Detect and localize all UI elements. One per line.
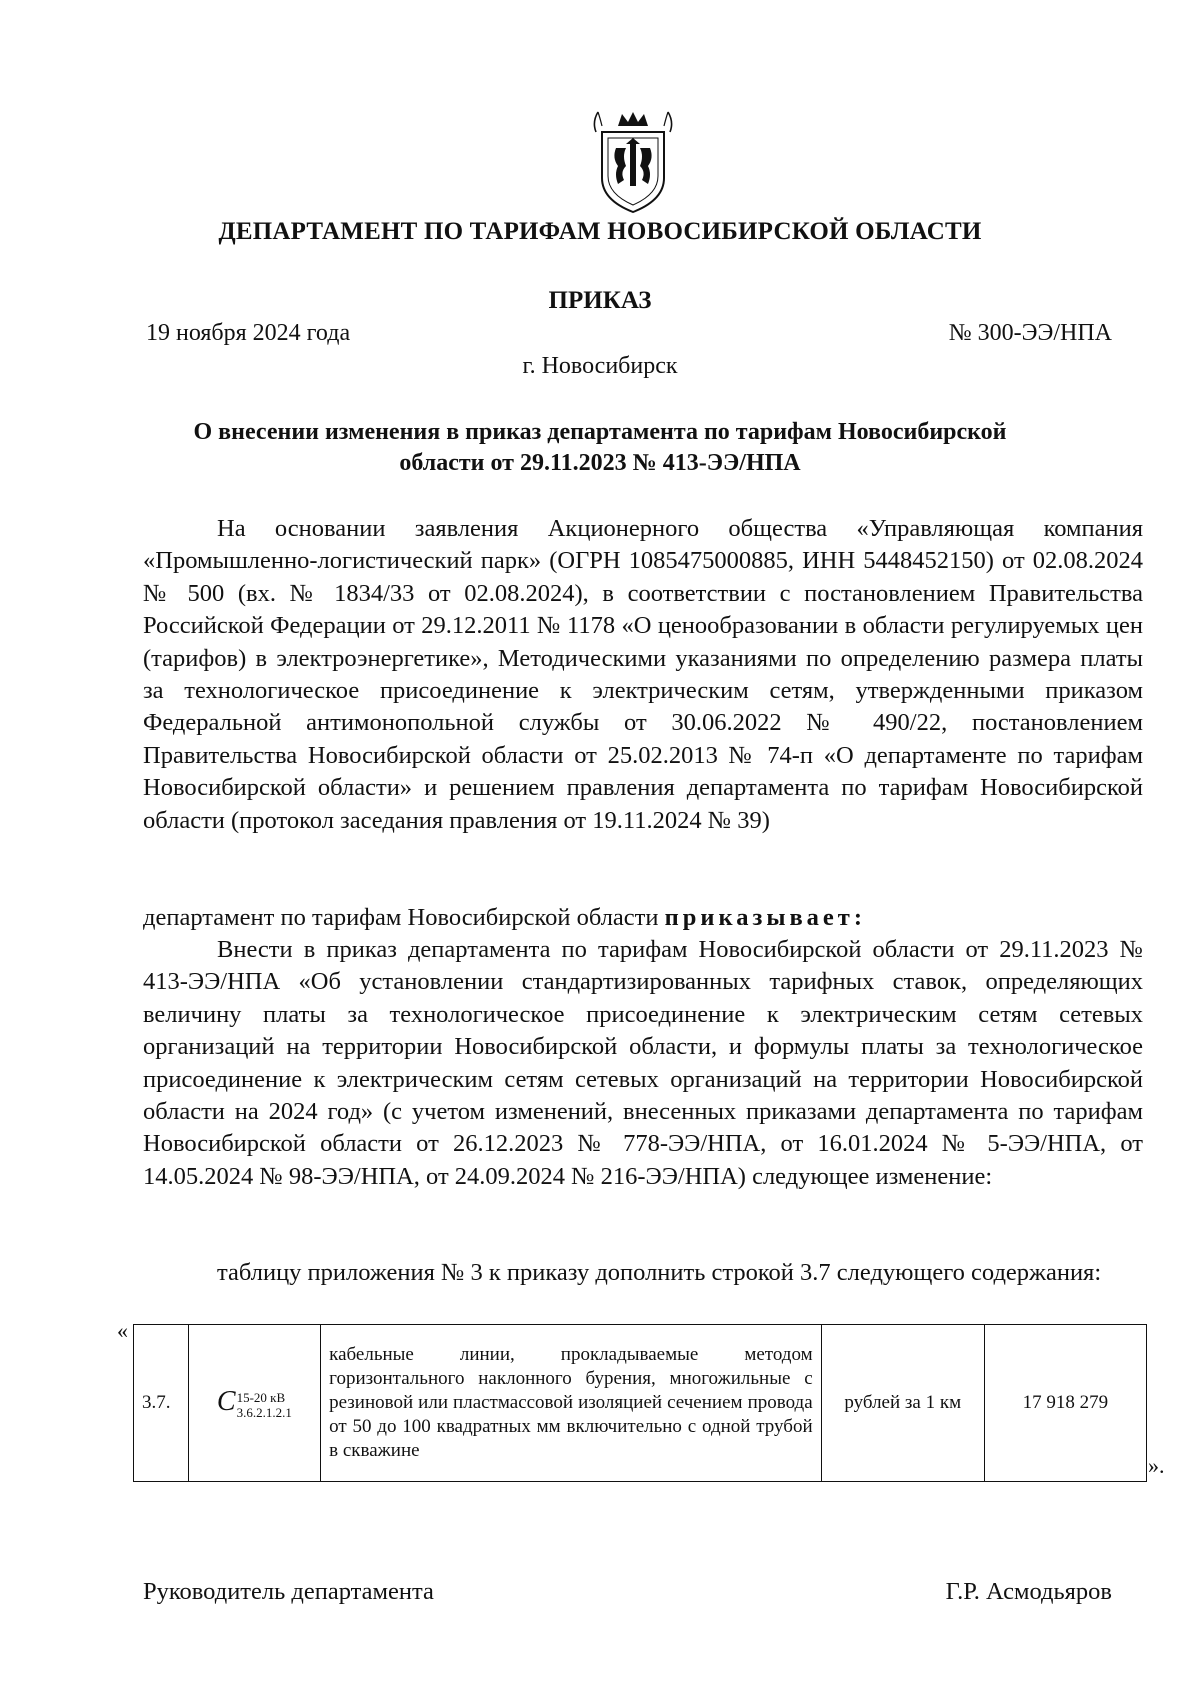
department-title: ДЕПАРТАМЕНТ ПО ТАРИФАМ НОВОСИБИРСКОЙ ОБЛАСТИ <box>218 218 982 245</box>
document-type: ПРИКАЗ <box>548 287 652 314</box>
table-row <box>134 1325 1147 1482</box>
table-quote-close: ». <box>1148 1453 1165 1478</box>
rate-unit: рублей за 1 км <box>821 1325 984 1482</box>
signatory-name: Г.Р. Асмодьяров <box>945 1578 1112 1605</box>
signatory-role: Руководитель департамента <box>143 1578 434 1605</box>
rate-symbol <box>188 1325 321 1482</box>
tariff-table <box>133 1324 1147 1482</box>
resolution-line <box>143 902 1143 934</box>
table-intro-text: таблицу приложения № 3 к приказу дополнить строкой 3.7 следующего содержания: <box>217 1259 1102 1286</box>
rate-symbol-main: C <box>216 1385 236 1417</box>
table-intro-paragraph <box>143 1257 1143 1289</box>
subject-line-1: О внесении изменения в приказ департамента по тарифам Новосибирской <box>193 419 1007 445</box>
resolution-emphasis: приказывает: <box>664 904 867 931</box>
rate-symbol-superscript: 15-20 кВ <box>236 1390 286 1406</box>
row-number: 3.7. <box>134 1325 189 1482</box>
table-quote-open: « <box>117 1318 128 1343</box>
resolution-prefix: департамент по тарифам Новосибирской области <box>143 904 665 931</box>
resolution-text <box>143 902 1143 934</box>
rate-description: кабельные линии, прокладываемые методом горизонтального наклонного бурения, многожильные с резиновой или пластмассовой изоляцией сечением провода от 50 до 100 квадратных мм включительно с одной трубой в скважине <box>321 1325 822 1482</box>
order-subject <box>140 417 1060 479</box>
rate-symbol-indices <box>237 1390 292 1420</box>
rate-symbol-subscript: 3.6.2.1.2.1 <box>236 1405 292 1421</box>
novosibirsk-coat-of-arms-icon <box>588 108 678 216</box>
order-number: № 300-ЭЭ/НПА <box>948 320 1112 346</box>
amendment-paragraph <box>143 934 1143 1193</box>
order-date: 19 ноября 2024 года <box>146 320 351 346</box>
order-city: г. Новосибирск <box>522 353 678 379</box>
amendment-text: Внести в приказ департамента по тарифам Новосибирской области от 29.11.2023 № 413-ЭЭ/НПА «Об установлении стандартизированных тарифных ставок, определяющих величину платы за технологическое присоединение к электрическим сетям сетевых организаций на территории Новосибирской области, и формулы платы за технологическое присоединение к электрическим сетям сетевых организаций на территории Новосибирской области на 2024 год» (с учетом изменений, внесенных приказами департамента по тарифам Новосибирской области от 26.12.2023 № 778-ЭЭ/НПА, от 16.01.2024 № 5-ЭЭ/НПА, от 14.05.2024 № 98-ЭЭ/НПА, от 24.09.2024 № 216-ЭЭ/НПА) следующее изменение: <box>143 936 1143 1190</box>
subject-line-2: области от 29.11.2023 № 413-ЭЭ/НПА <box>399 450 801 476</box>
rate-value: 17 918 279 <box>984 1325 1146 1482</box>
preamble-paragraph <box>143 513 1143 837</box>
preamble-text: На основании заявления Акционерного общества «Управляющая компания «Промышленно-логистический парк» (ОГРН 1085475000885, ИНН 5448452150) от 02.08.2024 № 500 (вх. № 1834/33 от 02.08.2024), в соответствии с постановлением Правительства Российской Федерации от 29.12.2011 № 1178 «О ценообразовании в области регулируемых цен (тарифов) в электроэнергетике», Методическими указаниями по определению размера платы за технологическое присоединение к электрическим сетям, утвержденными приказом Федеральной антимонопольной службы от 30.06.2022 № 490/22, постановлением Правительства Новосибирской области от 25.02.2013 № 74-п «О департаменте по тарифам Новосибирской области» и решением правления департамента по тарифам Новосибирской области (протокол заседания правления от 19.11.2024 № 39) <box>143 515 1143 834</box>
